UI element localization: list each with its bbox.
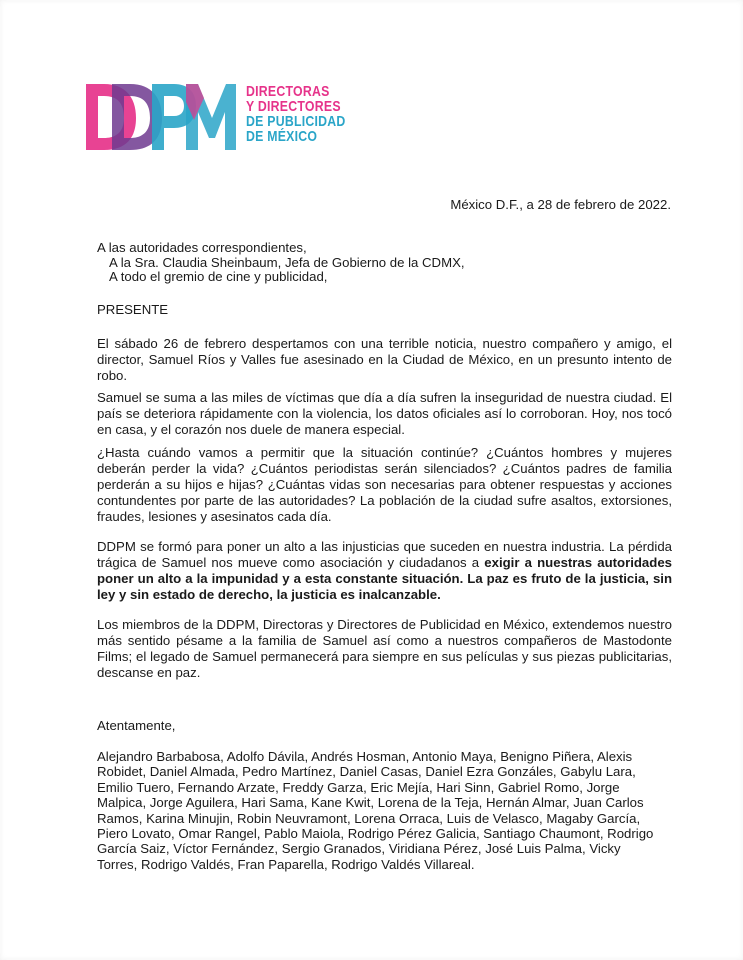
logo-line-3: DE PUBLICIDAD [246, 113, 346, 130]
closing: Atentamente, [97, 718, 176, 733]
paragraph-3: ¿Hasta cuándo vamos a permitir que la situación continúe? ¿Cuántos hombres y mujeres deberán perder la vida? ¿Cuántos periodistas serán silenciados? ¿Cuántos padres de familia perderán a su hijos e hijas? ¿Cuántas vidas son necesarias para obtener respuestas y acciones contundentes por parte de las autoridades? La población de la ciudad sufre asaltos, extorsiones, fraudes, lesiones y asesinatos cada día. [97, 445, 672, 524]
ddpm-logo [86, 80, 367, 152]
signers-line: Torres, Rodrigo Valdés, Fran Paparella, Rodrigo Valdés Villareal. [97, 856, 475, 872]
recipients-block [97, 241, 465, 285]
recipient-line: A las autoridades correspondientes, [97, 240, 307, 255]
signers-line: Piero Lovato, Omar Rangel, Pablo Maiola, Rodrigo Pérez Galicia, Santiago Chaumont, Rodrigo [97, 826, 654, 842]
signers-line: Robidet, Daniel Almada, Pedro Martínez, Daniel Casas, Daniel Ezra Gonzáles, Gabylu Lara, [97, 764, 636, 780]
signers-list [97, 749, 672, 872]
signers-line: Malpica, Jorge Aguilera, Hari Sama, Kane Kwit, Lorena de la Teja, Hernán Almar, Juan Carlos [97, 795, 644, 811]
paragraph-4-emphasis: exigir a nuestras autoridades poner un alto a la impunidad y a esta constante situación. La paz es fruto de la justicia, sin ley y sin estado de derecho, la justicia es inalcanzable. [97, 555, 672, 602]
paragraph-5: Los miembros de la DDPM, Directoras y Directores de Publicidad en México, extendemos nuestro más sentido pésame a la familia de Samuel así como a nuestros compañeros de Mastodonte Films; el legado de Samuel permanecerá para siempre en sus películas y sus piezas publicitarias, descanse en paz. [97, 617, 672, 680]
salutation: PRESENTE [97, 302, 169, 317]
ddpm-logo-mark-icon [86, 80, 236, 152]
recipient-line: A todo el gremio de cine y publicidad, [109, 269, 328, 284]
ddpm-logo-wordmark [246, 84, 367, 144]
signers-line: Emilio Tuero, Fernando Arzate, Freddy Garza, Eric Mejía, Hari Sinn, Gabriel Romo, Jorge [97, 779, 620, 795]
paragraph-4-plain: DDPM se formó para poner un alto a las injusticias que suceden en nuestra industria. La pérdida trágica de Samuel nos mueve como asociación y ciudadanos a [97, 539, 672, 570]
logo-line-1: DIRECTORAS [246, 83, 330, 100]
paragraph-2: Samuel se suma a las miles de víctimas que día a día sufren la inseguridad de nuestra ciudad. El país se deteriora rápidamente con la violencia, los datos oficiales así lo corroboran. Hoy, nos tocó en casa, y el corazón nos duele de manera especial. [97, 390, 672, 437]
signers-line: Alejandro Barbabosa, Adolfo Dávila, Andrés Hosman, Antonio Maya, Benigno Piñera, Alexis [97, 749, 633, 764]
paragraph-1: El sábado 26 de febrero despertamos con una terrible noticia, nuestro compañero y amigo, el director, Samuel Ríos y Valles fue asesinado en la Ciudad de México, en un presunto intento de robo. [97, 336, 672, 383]
logo-line-4: DE MÉXICO [246, 128, 318, 145]
paragraph-4 [97, 539, 672, 603]
logo-line-2: Y DIRECTORES [246, 98, 341, 115]
letter-date: México D.F., a 28 de febrero de 2022. [450, 197, 671, 212]
recipient-line: A la Sra. Claudia Sheinbaum, Jefa de Gobierno de la CDMX, [109, 254, 465, 270]
signers-line: Ramos, Karina Minujin, Robin Neuvramont, Lorena Orraca, Luis de Velasco, Magaby García, [97, 810, 641, 826]
signers-line: García Saiz, Víctor Fernández, Sergio Granados, Viridiana Pérez, José Luis Palma, Vicky [97, 841, 621, 857]
